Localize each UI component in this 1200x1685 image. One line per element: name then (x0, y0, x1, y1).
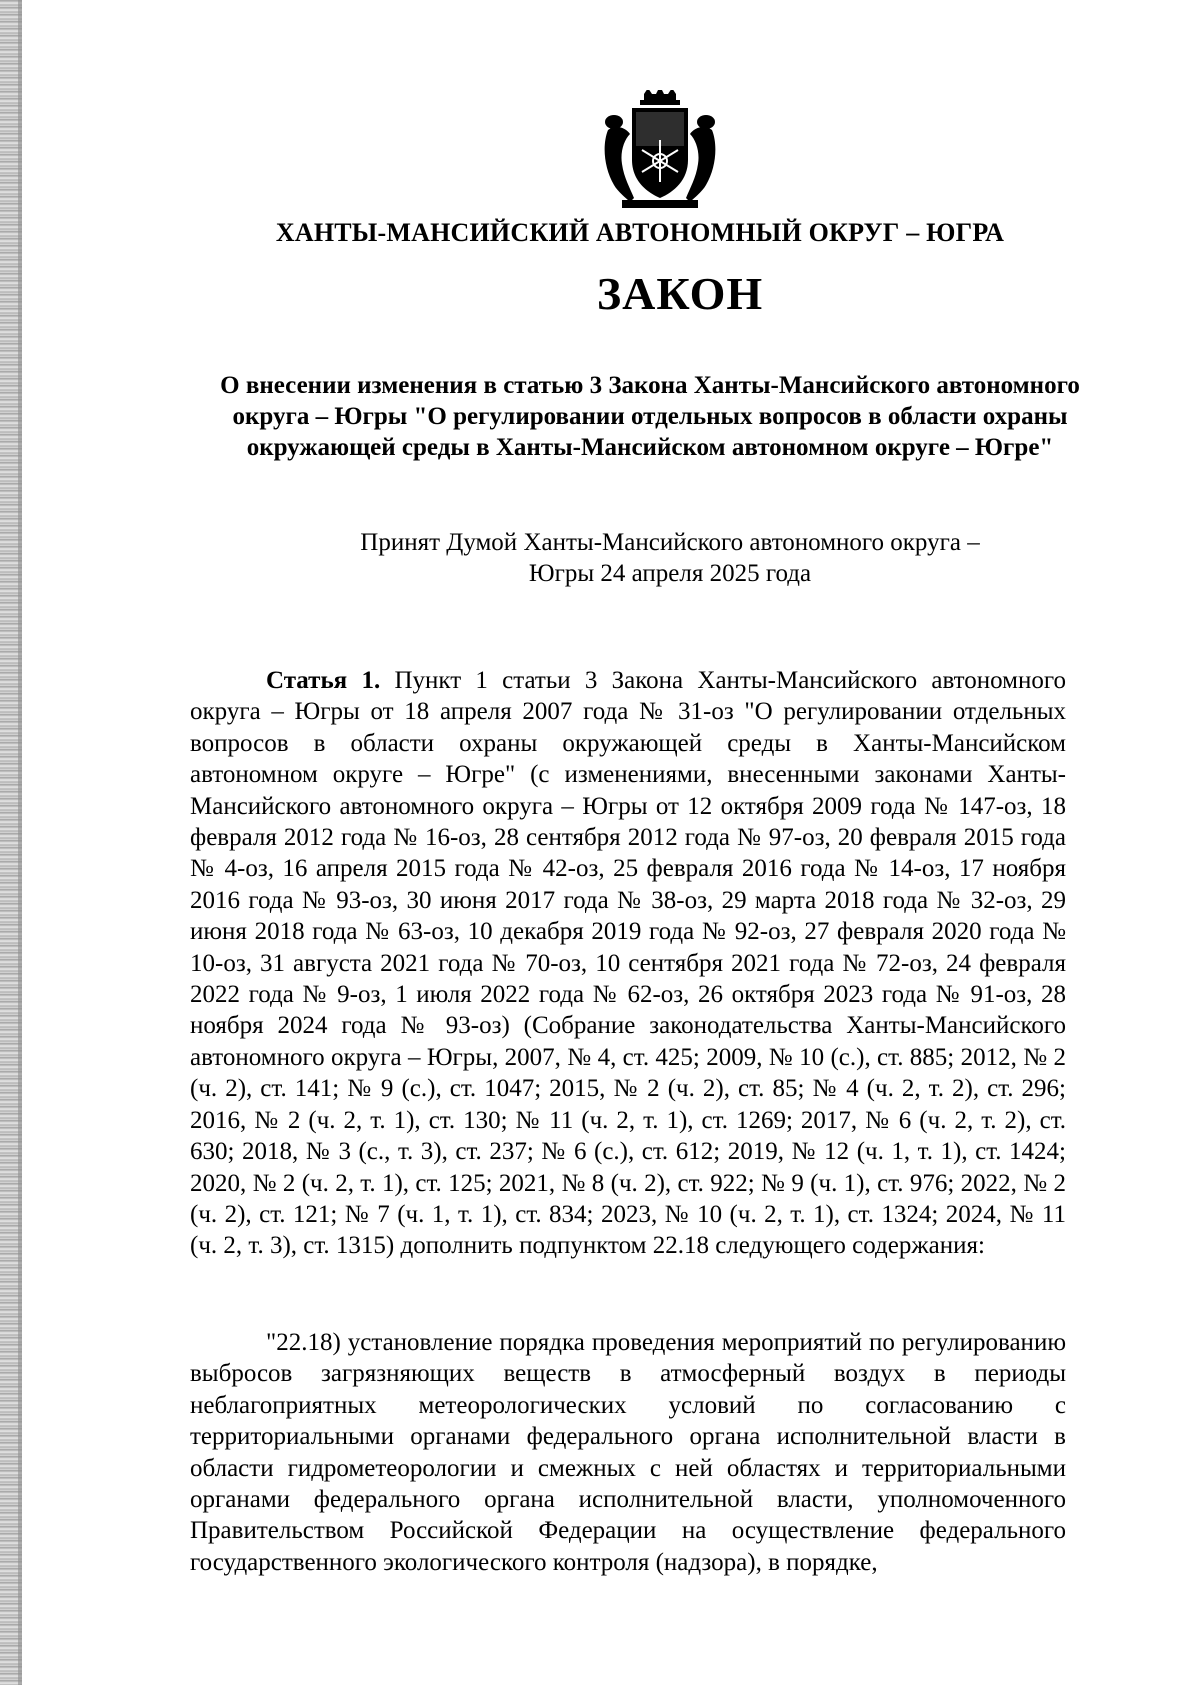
subpoint-22-18: "22.18) установление порядка проведения мероприятий по регулированию выбросов загрязняющих веществ в атмосферный воздух в периоды неблагоприятных метеорологических условий по согласованию с территориальными органами федерального органа исполнительной власти в области гидрометеорологии и смежных с ней областях и территориальными органами федерального органа исполнительной власти, уполномоченного Правительством Российской Федерации на осуществление федерального государственного экологического контроля (надзора), в порядке, (190, 1329, 1066, 1576)
region-title: ХАНТЫ-МАНСИЙСКИЙ АВТОНОМНЫЙ ОКРУГ – ЮГРА (275, 218, 1005, 247)
adoption-note: Принят Думой Ханты-Мансийского автономного округа – Югры 24 апреля 2025 года (360, 529, 980, 587)
document-type: ЗАКОН (596, 268, 764, 319)
article-1-text: Пункт 1 статьи 3 Закона Ханты-Мансийского автономного округа – Югры от 18 апреля 2007 года № 31-оз "О регулировании отдельных вопросов в области охраны окружающей среды в Ханты-Мансийском автономном округе – Югре" (с изменениями, внесенными законами Ханты-Мансийского автономного округа – Югры от 12 октября 2009 года № 147-оз, 18 февраля 2012 года № 16-оз, 28 сентября 2012 года № 97-оз, 20 февраля 2015 года № 4-оз, 16 апреля 2015 года № 42-оз, 25 февраля 2016 года № 14-оз, 17 ноября 2016 года № 93-оз, 30 июня 2017 года № 38-оз, 29 марта 2018 года № 32-оз, 29 июня 2018 года № 63-оз, 10 декабря 2019 года № 92-оз, 27 февраля 2020 года № 10-оз, 31 августа 2021 года № 70-оз, 10 сентября 2021 года № 72-оз, 24 февраля 2022 года № 9-оз, 1 июля 2022 года № 62-оз, 26 октября 2023 года № 91-оз, 28 ноября 2024 года № 93-оз) (Собрание законодательства Ханты-Мансийского автономного округа – Югры, 2007, № 4, ст. 425; 2009, № 10 (с.), ст. 885; 2012, № 2 (ч. 2), ст. 141; № 9 (с.), ст. 1047; 2015, № 2 (ч. 2), ст. 85; № 4 (ч. 2, т. 2), ст. 296; 2016, № 2 (ч. 2, т. 1), ст. 130; № 11 (ч. 2, т. 1), ст. 1269; 2017, № 6 (ч. 2, т. 2), ст. 630; 2018, № 3 (с., т. 3), ст. 237; № 6 (с.), ст. 612; 2019, № 12 (ч. 1, т. 1), ст. 1424; 2020, № 2 (ч. 2, т. 1), ст. 125; 2021, № 8 (ч. 2), ст. 922; № 9 (ч. 1), ст. 976; 2022, № 2 (ч. 2), ст. 121; № 7 (ч. 1, т. 1), ст. 834; 2023, № 10 (ч. 2, т. 1), ст. 1324; 2024, № 11 (ч. 2, т. 3), ст. 1315) дополнить подпунктом 22.18 следующего содержания: (190, 667, 1066, 1260)
article-1 (190, 665, 1066, 1262)
document-heading: О внесении изменения в статью 3 Закона Ханты-Мансийского автономного округа – Югры "О регулировании отдельных вопросов в области охраны окружающей среды в Ханты-Мансийском автономном округе – Югре" (220, 372, 1080, 461)
coat-of-arms-icon (600, 90, 720, 210)
article-1-label: Статья 1. (266, 667, 381, 694)
